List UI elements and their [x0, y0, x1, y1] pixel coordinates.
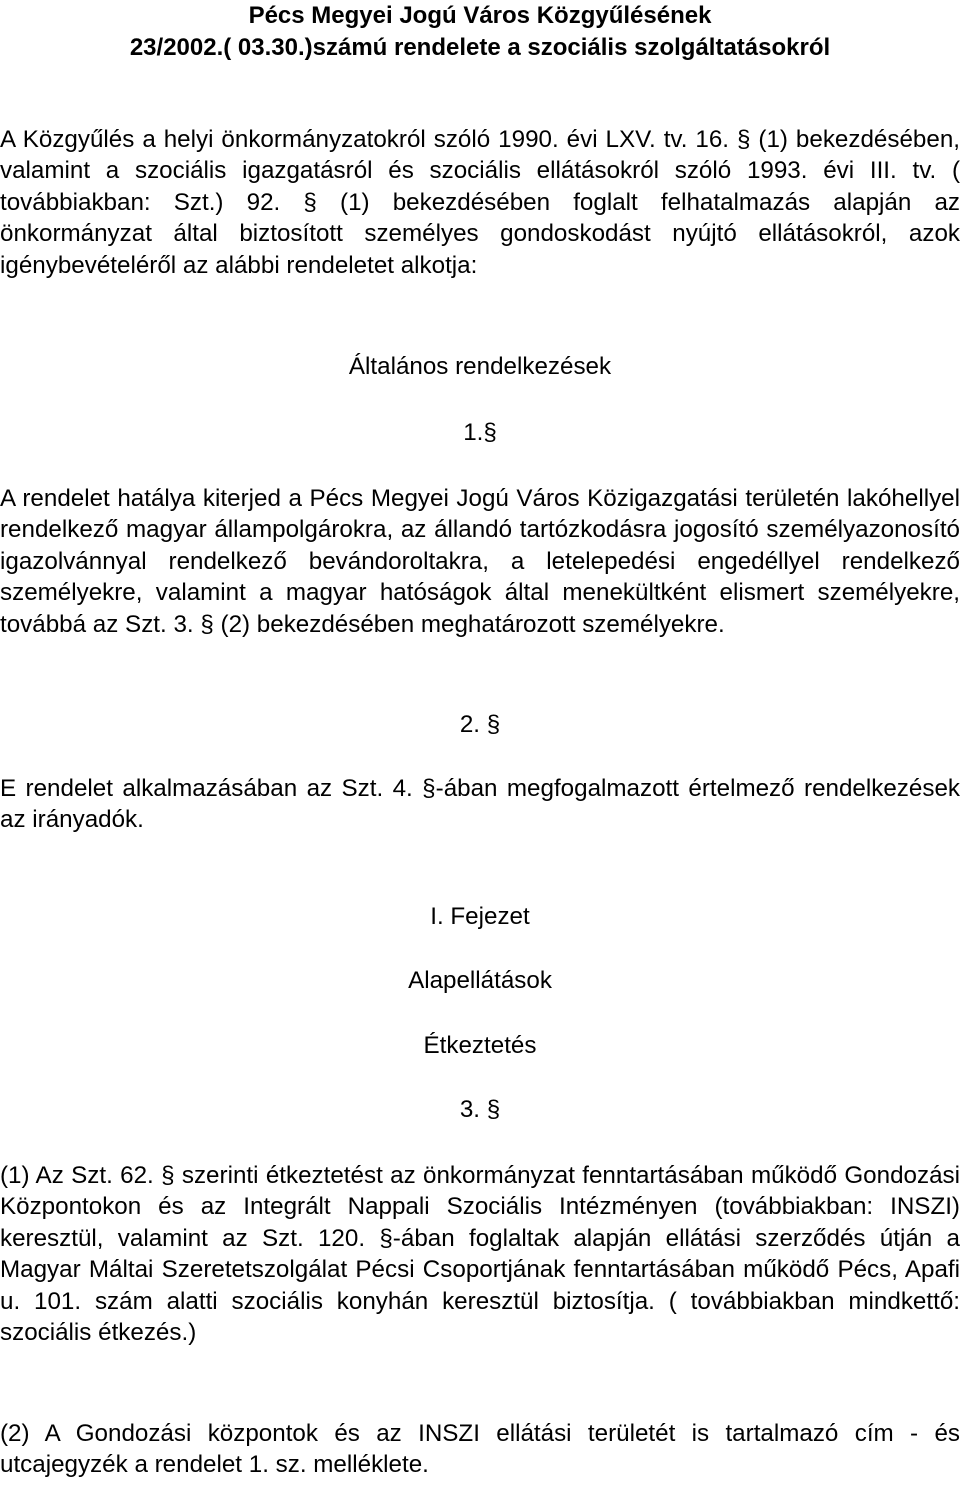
paragraph-number-2: 2. § — [459, 711, 501, 738]
paragraph-3-item-2: (2) A Gondozási központok és az INSZI ellátási területét is tartalmazó cím - és utcajegyzék a rendelet 1. sz. melléklete. — [0, 1420, 960, 1479]
title-line-1: Pécs Megyei Jogú Város Közgyűlésének — [248, 2, 712, 29]
paragraph-1-text: A rendelet hatálya kiterjed a Pécs Megyei Jogú Város Közigazgatási területén lakóhellyel rendelkező magyar állampolgárokra, az állandó tartózkodásra jogosító személyazonosító igazolvánnyal rendelkező bevándoroltakra, a letelepedési engedéllyel rendelkező személyekre, valamint a magyar hatóságok által menekültként elismert személyekre, továbbá az Szt. 3. § (2) bekezdésében meghatározott személyekre. — [0, 485, 960, 638]
paragraph-number-1: 1.§ — [463, 419, 497, 446]
section-heading-general: Általános rendelkezések — [348, 353, 612, 380]
section-title-etkeztetes: Étkeztetés — [423, 1032, 537, 1059]
paragraph-3-item-1: (1) Az Szt. 62. § szerinti étkeztetést az önkormányzat fenntartásában működő Gondozási Központokon és az Integrált Nappali Szociális Intézményen (továbbiakban: INSZI) keresztül, valamint az Szt. 120. §-ában foglaltak alapján ellátási szerződés útján a Magyar Máltai Szeretetszolgálat Pécsi Csoportjának fenntartásában működő Pécs, Apafi u. 101. szám alatti szociális konyhán keresztül biztosítja. ( továbbiakban mindkettő: szociális étkezés.) — [0, 1162, 960, 1347]
paragraph-2-text: E rendelet alkalmazásában az Szt. 4. §-ában megfogalmazott értelmező rendelkezések az irányadók. — [0, 775, 960, 834]
document-title — [0, 0, 960, 64]
paragraph-number-3: 3. § — [459, 1096, 501, 1123]
title-line-2: 23/2002.( 03.30.)számú rendelete a szociális szolgáltatásokról — [129, 34, 831, 61]
chapter-title: I. Fejezet — [430, 903, 530, 930]
preamble-paragraph: A Közgyűlés a helyi önkormányzatokról szóló 1990. évi LXV. tv. 16. § (1) bekezdésében, valamint a szociális igazgatásról és szociális ellátásokról szóló 1993. évi III. tv. ( továbbiakban: Szt.) 92. § (1) bekezdésében foglalt felhatalmazás alapján az önkormányzat által biztosított személyes gondoskodást nyújtó ellátásokról, azok igénybevételéről az alábbi rendeletet alkotja: — [0, 126, 960, 279]
chapter-subtitle: Alapellátások — [408, 967, 552, 994]
